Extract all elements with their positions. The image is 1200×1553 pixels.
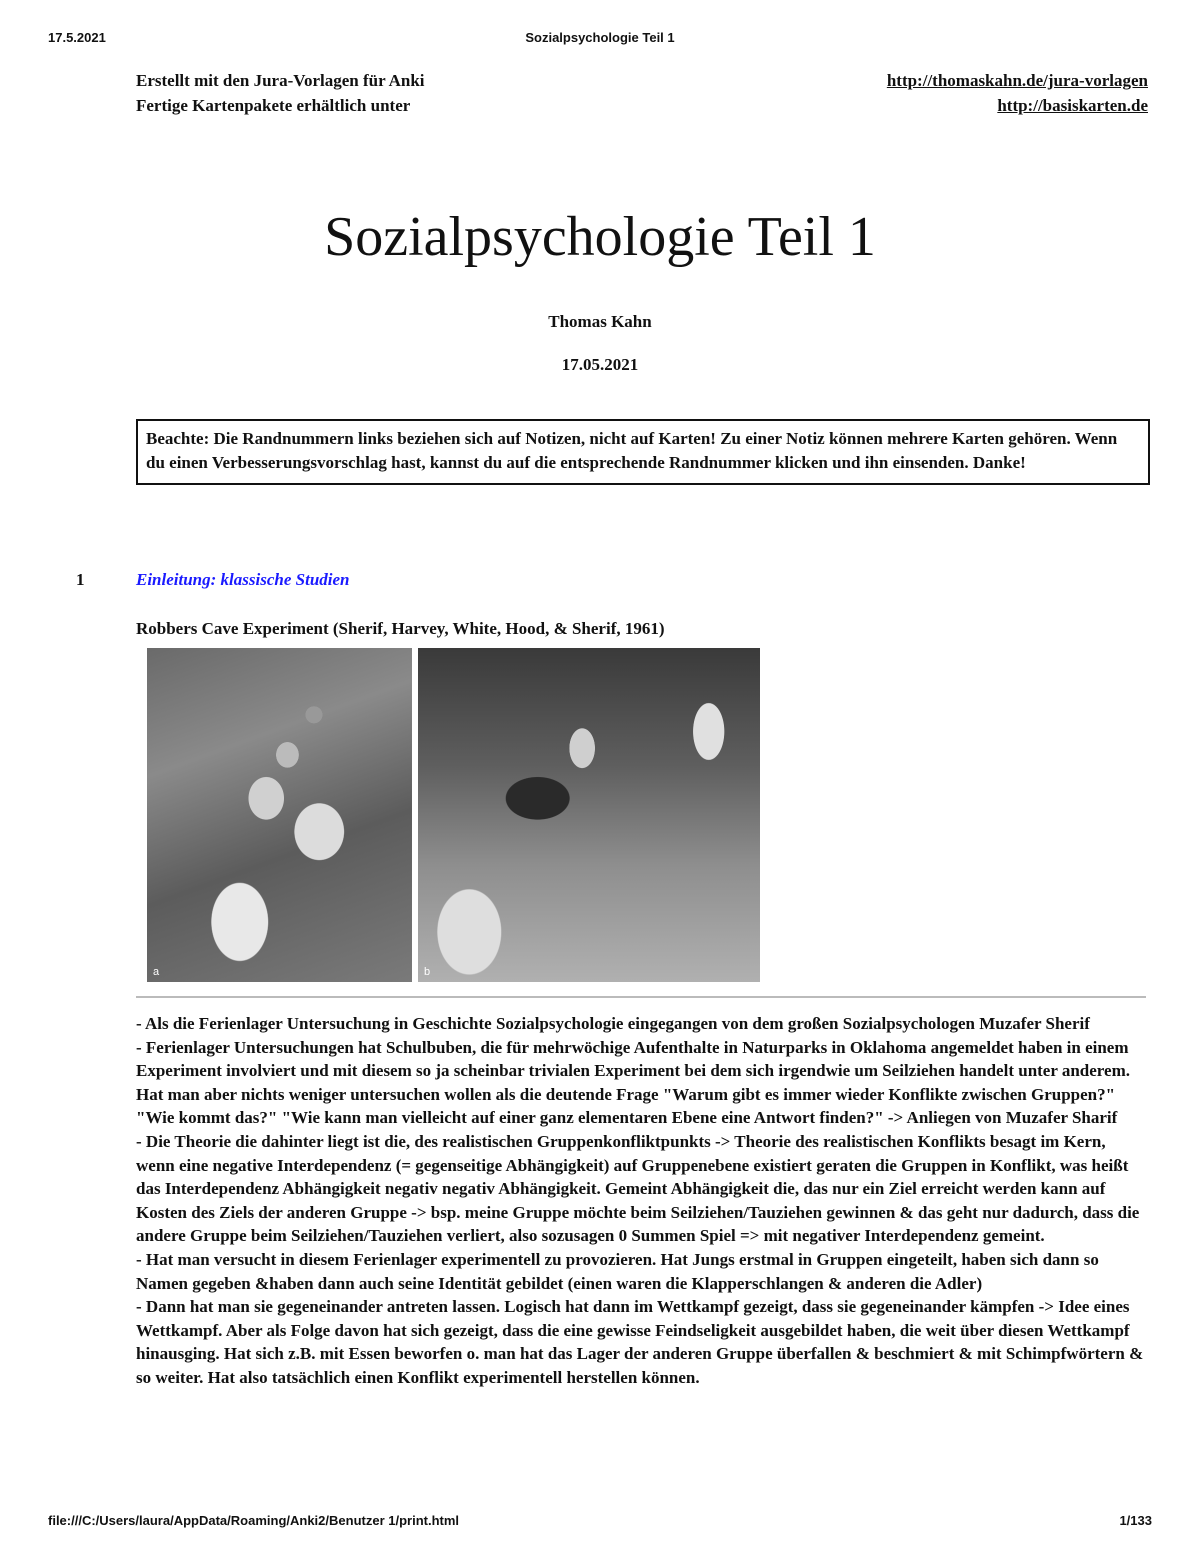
cards-available-text: Fertige Kartenpakete erhältlich unter	[136, 96, 411, 115]
print-footer	[48, 1513, 1152, 1533]
template-credit: Erstellt mit den Jura-Vorlagen für Anki	[136, 71, 425, 90]
print-title: Sozialpsychologie Teil 1	[525, 30, 675, 45]
divider	[136, 996, 1146, 998]
margin-number[interactable]: 1	[76, 570, 85, 589]
paragraph: - Dann hat man sie gegeneinander antreten lassen. Logisch hat dann im Wettkampf gezeigt, dass sie gegeneinander kämpfen -> Idee eines Wettkampf. Aber als Folge davon hat sich gezeigt, dass die eine gewisse Feindseligkeit ausgebildet haben, die weit über diesen Wettkampf hinausging. Hat sich z.B. mit Essen beworfen o. man hat das Lager der anderen Gruppe überfallen & beschmiert & mit Schimpfwörtern & so weiter. Hat also tatsächlich einen Konflikt experimentell herstellen können.	[136, 1297, 1144, 1387]
notice-text: Beachte: Die Randnummern links beziehen sich auf Notizen, nicht auf Karten! Zu einer Notiz können mehrere Karten gehören. Wenn du einen Verbesserungsvorschlag hast, kannst du auf die entsprechende Randnummer klicken und ihn einsenden. Danke!	[146, 429, 1118, 472]
section-title[interactable]: Einleitung: klassische Studien	[136, 570, 350, 589]
document-author: Thomas Kahn	[548, 312, 652, 331]
paragraph: - Als die Ferienlager Untersuchung in Geschichte Sozialpsychologie eingegangen von dem großen Sozialpsychologen Muzafer Sherif	[136, 1014, 1090, 1033]
print-date: 17.5.2021	[48, 30, 106, 45]
notice-box	[136, 419, 1150, 485]
page-number: 1/133	[1119, 1513, 1152, 1528]
photo-label-b: b	[424, 966, 431, 978]
note-body	[136, 1012, 1148, 1390]
tug-of-war-photo-a	[147, 648, 412, 982]
paragraph: - Hat man versucht in diesem Ferienlager experimentell zu provozieren. Hat Jungs erstmal in Gruppen eingeteilt, haben sich dann so Namen gegeben &haben dann auch seine Identität gebildet (einen waren die Klapperschlangen & anderen die Adler)	[136, 1249, 1099, 1293]
template-link[interactable]: http://thomaskahn.de/jura-vorlagen	[886, 71, 1148, 90]
basiskarten-link[interactable]: http://basiskarten.de	[997, 96, 1148, 115]
paragraph: - Die Theorie die dahinter liegt ist die, des realistischen Gruppenkonfliktpunkts -> Theorie des realistischen Konflikts besagt im Kern, wenn eine negative Interdependenz (= gegenseitige Abhängigkeit) auf Gruppenebene existiert geraten die Gruppen in Konflikt, was heißt das Interdependenz Abhängigkeit negativ negativ Abhängigkeit. Gemeint Abhängigkeit die, das nur ein Ziel erreicht werden kann auf Kosten des Ziels der anderen Gruppe -> bsp. meine Gruppe möchte beim Seilziehen/Tauziehen gewinnen & das geht nur dadurch, dass die andere Gruppe beim Seilziehen/Tauziehen verliert, also sozusagen 0 Summen Spiel => mit negativer Interdependenz gemeint.	[136, 1131, 1140, 1246]
paragraph: - Ferienlager Untersuchungen hat Schulbuben, die für mehrwöchige Aufenthalte in Naturparks in Oklahoma angemeldet haben in einem Experiment involviert und mit diesem so ja scheinbar trivialen Experiment bei dem sich irgendwie um Seilziehen handelt unter anderem. Hat man aber nichts weniger untersuchen wollen als die deutende Frage "Warum gibt es immer wieder Konflikte zwischen Gruppen?" "Wie kommt das?" "Wie kann man vielleicht auf einer ganz elementaren Ebene eine Antwort finden?" -> Anliegen von Muzafer Sharif	[136, 1037, 1130, 1128]
study-title: Robbers Cave Experiment (Sherif, Harvey, White, Hood, & Sherif, 1961)	[136, 619, 665, 638]
photo-label-a: a	[153, 966, 160, 978]
file-path: file:///C:/Users/laura/AppData/Roaming/Anki2/Benutzer 1/print.html	[48, 1513, 460, 1528]
document-title: Sozialpsychologie Teil 1	[324, 206, 876, 268]
print-header	[48, 30, 1152, 50]
tug-of-war-photo-b	[418, 648, 760, 982]
top-info	[136, 68, 1148, 118]
document-date: 17.05.2021	[561, 355, 639, 374]
